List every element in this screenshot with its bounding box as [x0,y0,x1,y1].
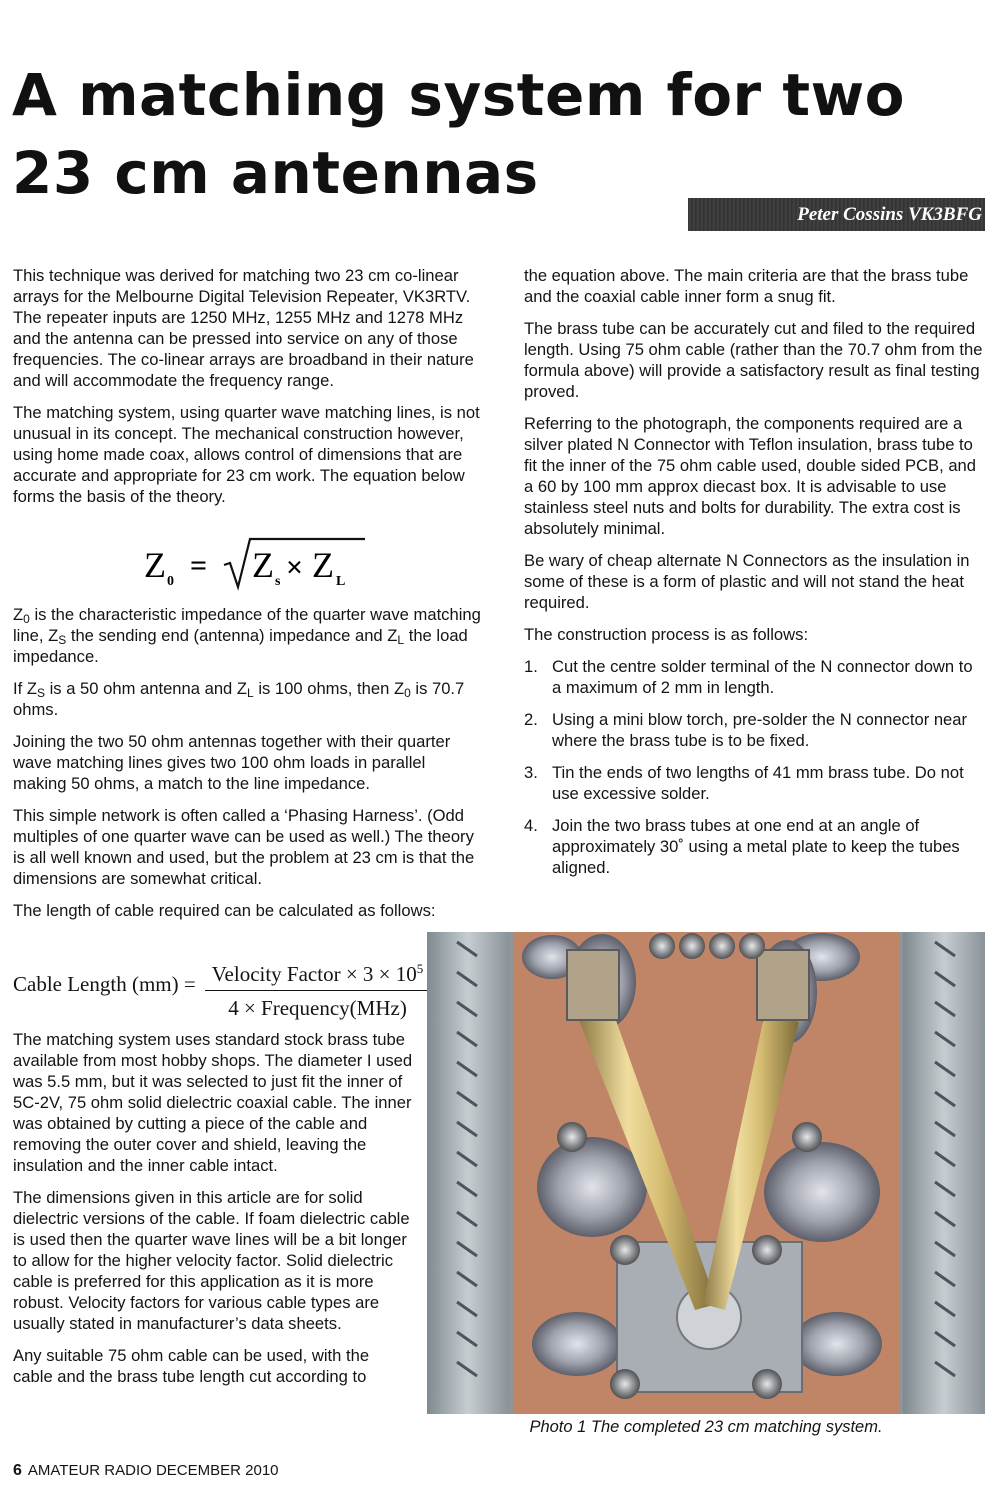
subscript: 0 [23,612,30,626]
paragraph: Joining the two 50 ohm antennas together with their quarter wave matching lines gives two 100 ohm loads in parallel making 50 ohms, a match to the line impedance. [13,732,451,793]
symbol: Z [393,679,405,698]
numerator-exponent: 5 [416,961,424,976]
page-footer [13,1462,279,1480]
step-text: Cut the centre solder terminal of the N connector down to a maximum of 2 mm in length. [552,657,973,697]
step-number: 3. [524,763,538,782]
subscript: L [397,633,405,647]
formula-fraction [205,954,430,1023]
cable-length-formula [13,954,433,1020]
article-title: A matching system for two 23 cm antennas [12,61,906,207]
solder-blob [532,1312,622,1376]
list-item [524,762,986,804]
step-text: Join the two brass tubes at one end at an angle of approximately 30˚ using a metal plate to keep the tubes aligned. [552,816,960,877]
numerator-text: Velocity Factor × 3 × 10 [211,962,417,986]
step-number: 4. [524,816,538,835]
formula-equals: = [190,549,208,582]
subscript: L [247,686,254,700]
paragraph: The matching system uses standard stock brass tube available from most hobby shops. The diameter I used was 5.5 mm, but it was selected to just fit the inner of 5C-2V, 75 ohm solid dielectric coaxial cable. The inner was obtained by cutting a piece of the cable and removing the outer cover and shield, leaving the insulation and the inner cable intact. [13,1030,413,1175]
matching-system-photo [427,932,985,1414]
formula-zs-sub: s [275,574,281,589]
page-number: 6 [13,1462,22,1479]
formula-numerator [205,954,430,989]
subscript: 0 [404,686,411,700]
fraction-bar [205,990,430,991]
list-item [524,709,986,751]
paragraph: the equation above. The main criteria are that the brass tube and the coaxial cable inner form a snug fit. [524,266,969,306]
paragraph [13,604,481,667]
photo-illustration [427,932,985,1414]
list-item [524,815,986,878]
paragraph: The construction process is as follows: [524,625,809,644]
publication-name: AMATEUR RADIO DECEMBER 2010 [27,1462,279,1479]
paragraph: The brass tube can be accurately cut and filed to the required length. Using 75 ohm cable (rather than the 70.7 ohm from the formula above) will provide a satisfactory result as final testing proved. [524,319,983,401]
paragraph [13,678,481,720]
paragraph: Be wary of cheap alternate N Connectors as the insulation in some of these is a form of plastic and will not stand the heat required. [524,551,970,612]
text: If [13,679,27,698]
step-number: 2. [524,710,538,729]
symbol: Z [236,679,248,698]
author-byline: Peter Cossins VK3BFG [688,198,985,231]
right-column [524,265,986,889]
solder-blob [792,1312,882,1376]
formula-svg [140,535,370,593]
symbol: Z [48,626,59,645]
left-column-top [13,265,481,518]
formula-z0: Z [144,545,166,585]
symbol: Z [26,679,37,698]
box-left-wall [427,932,509,1414]
subscript: S [58,633,67,647]
paragraph: This simple network is often called a ‘Phasing Harness’. (Odd multiples of one quarter wave can be used as well.) The theory is all well known and used, but the problem at 23 cm is that the dimensions are somewhat critical. [13,806,475,888]
top-connector-tab [567,950,619,1020]
paragraph: The matching system, using quarter wave matching lines, is not unusual in its concept. The mechanical construction however, using home made coax, allows control of dimensions that are accurate and appropriate for 23 cm work. The equation below forms the basis of the theory. [13,403,480,506]
step-text: Tin the ends of two lengths of 41 mm brass tube. Do not use excessive solder. [552,763,964,803]
paragraph: Any suitable 75 ohm cable can be used, with the cable and the brass tube length cut according to [13,1346,370,1386]
formula-zl: Z [312,545,334,585]
step-number: 1. [524,657,538,676]
left-column-middle [13,604,481,932]
top-connector-tab [757,950,809,1020]
box-right-wall [903,932,985,1414]
paragraph: Referring to the photograph, the components required are a silver plated N Connector with Teflon insulation, brass tube to fit the inner of the 75 ohm cable used, double sided PCB, and a 60 by 100 mm approx diecast box. It is advisable to use stainless steel nuts and bolts for durability. The extra cost is absolutely minimal. [524,414,977,538]
solder-blob [764,1142,880,1242]
photo-caption: Photo 1 The completed 23 cm matching system. [529,1418,883,1436]
formula-zs: Z [252,545,274,585]
text: the sending end (antenna) impedance and [66,626,388,645]
construction-steps [524,656,986,878]
paragraph: The length of cable required can be calculated as follows: [13,901,436,920]
symbol: Z [13,605,24,624]
paragraph: The dimensions given in this article are for solid dielectric versions of the cable. If foam dielectric cable is used then the quarter wave lines will be a bit longer to allow for the higher velocity factor. Solid dielectric cable is preferred for this application as it is more robust. Velocity factors for various cable types are usually stated in manufacturer’s data sheets. [13,1188,410,1333]
left-column-bottom [13,1029,413,1398]
subscript: S [36,686,45,700]
text: is 100 ohms, then [253,679,394,698]
formula-zl-sub: L [336,574,346,589]
symbol: Z [387,626,398,645]
list-item [524,656,986,698]
paragraph: This technique was derived for matching two 23 cm co-linear arrays for the Melbourne Digital Television Repeater, VK3RTV. The repeater inputs are 1250 MHz, 1255 MHz and 1278 MHz and the antenna can be pressed into service on any of those frequencies. The co-linear arrays are broadband in their nature and will accommodate the frequency range. [13,266,474,390]
formula-lhs: Cable Length (mm) = [13,972,196,996]
formula-denominator: 4 × Frequency(MHz) [228,996,407,1020]
text: is the characteristic impedance of the quarter wave matching line, [13,605,481,645]
step-text: Using a mini blow torch, pre-solder the N connector near where the brass tube is to be fixed. [552,710,968,750]
impedance-formula [140,535,370,593]
formula-z0-sub: 0 [167,574,174,589]
text: is a 50 ohm antenna and [45,679,237,698]
text: the load impedance. [13,626,468,666]
text: is 70.7 ohms. [13,679,465,719]
solder-blob [537,1137,647,1237]
formula-times: × [286,551,304,584]
